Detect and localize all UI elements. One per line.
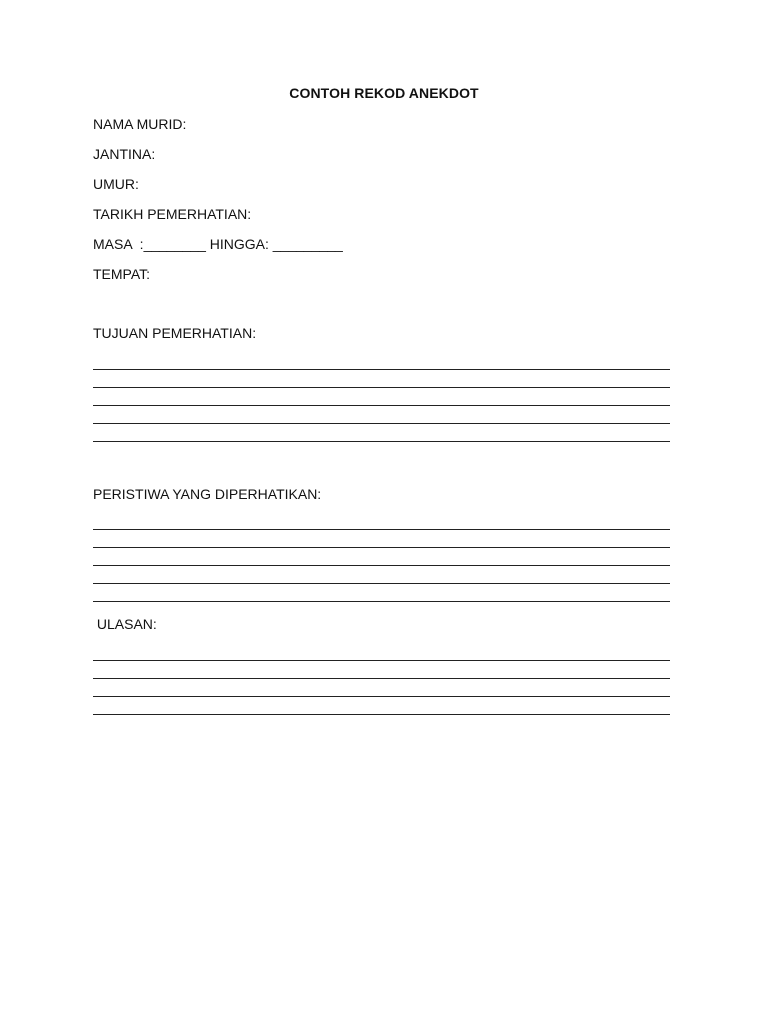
writing-line (93, 583, 670, 584)
field-tarikh-pemerhatian: TARIKH PEMERHATIAN: (93, 206, 252, 222)
writing-line (93, 601, 670, 602)
writing-line (93, 423, 670, 424)
field-nama-murid: NAMA MURID: (93, 116, 187, 132)
section-ulasan: ULASAN: (93, 616, 157, 632)
writing-line (93, 387, 670, 388)
writing-line (93, 405, 670, 406)
writing-line (93, 678, 670, 679)
field-masa-hingga: MASA :________ HINGGA: _________ (93, 236, 343, 252)
writing-line (93, 369, 670, 370)
writing-line (93, 660, 670, 661)
section-tujuan-pemerhatian: TUJUAN PEMERHATIAN: (93, 325, 257, 341)
field-jantina: JANTINA: (93, 146, 156, 162)
writing-line (93, 714, 670, 715)
writing-line (93, 565, 670, 566)
writing-line (93, 547, 670, 548)
field-tempat: TEMPAT: (93, 266, 151, 282)
document-title: CONTOH REKOD ANEKDOT (289, 85, 479, 101)
section-peristiwa-diperhatikan: PERISTIWA YANG DIPERHATIKAN: (93, 486, 322, 502)
writing-line (93, 696, 670, 697)
field-umur: UMUR: (93, 176, 139, 192)
writing-line (93, 529, 670, 530)
writing-line (93, 441, 670, 442)
